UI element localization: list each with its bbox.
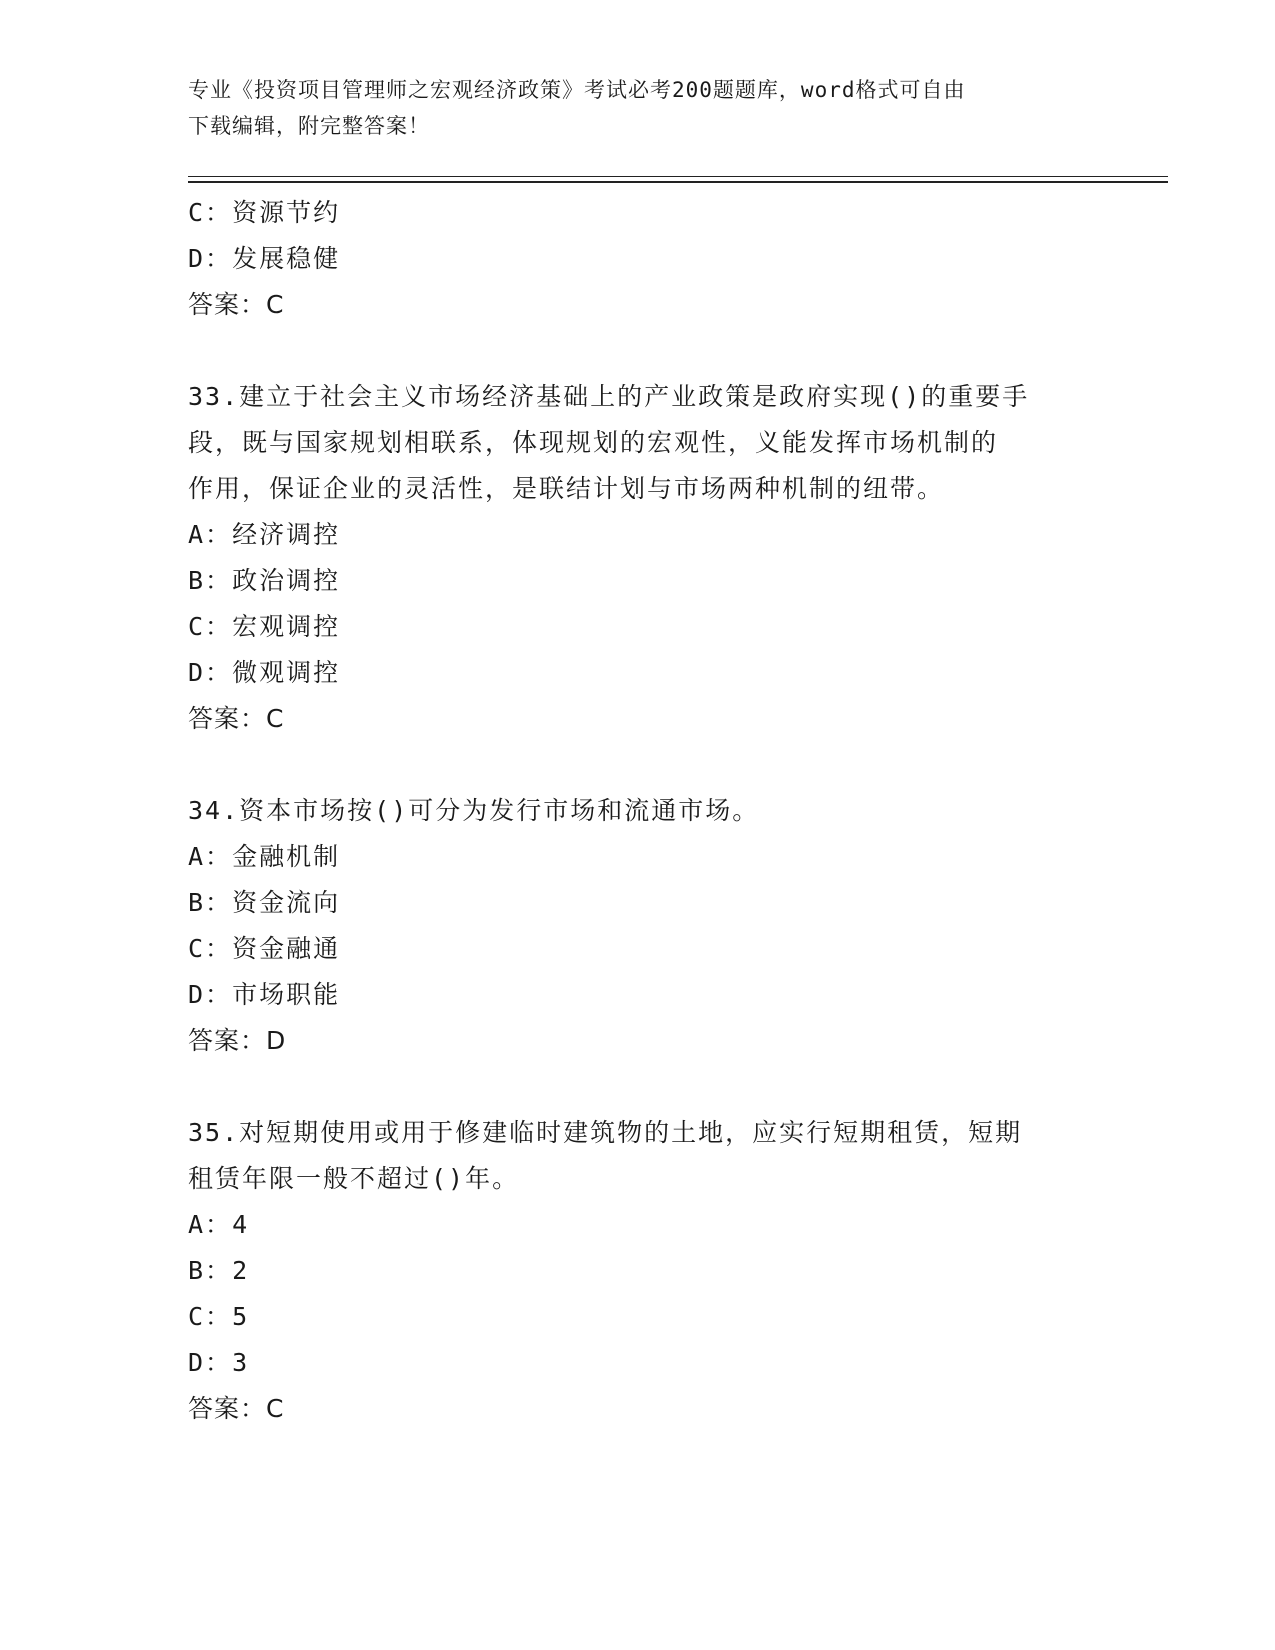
option-text: 资金流向 bbox=[232, 888, 341, 917]
option-letter: B： bbox=[188, 888, 233, 917]
option-text: 5 bbox=[232, 1302, 250, 1331]
document-header bbox=[188, 72, 1088, 144]
option-d bbox=[188, 972, 1088, 1018]
option-text: 2 bbox=[232, 1256, 250, 1285]
option-letter: B： bbox=[188, 1256, 233, 1285]
option-a bbox=[188, 834, 1088, 880]
spacer bbox=[188, 328, 1088, 374]
question-stem-line: 作用，保证企业的灵活性，是联结计划与市场两种机制的纽带。 bbox=[188, 474, 945, 503]
prev-question-block bbox=[188, 190, 1088, 328]
header-divider-thick bbox=[188, 181, 1168, 183]
option-b bbox=[188, 558, 1088, 604]
header-divider-thin bbox=[188, 176, 1168, 177]
option-text: 资源节约 bbox=[232, 198, 341, 227]
option-letter: C： bbox=[188, 934, 233, 963]
option-letter: B： bbox=[188, 566, 233, 595]
option-c bbox=[188, 604, 1088, 650]
question-stem-line: 租赁年限一般不超过()年。 bbox=[188, 1164, 520, 1193]
option-d bbox=[188, 236, 1088, 282]
option-c bbox=[188, 190, 1088, 236]
option-letter: C： bbox=[188, 1302, 233, 1331]
option-text: 市场职能 bbox=[232, 980, 341, 1009]
question-34 bbox=[188, 788, 1088, 1064]
spacer bbox=[188, 1064, 1088, 1110]
header-line-1: 专业《投资项目管理师之宏观经济政策》考试必考200题题库，word格式可自由 bbox=[188, 78, 966, 102]
question-35 bbox=[188, 1110, 1088, 1432]
option-text: 3 bbox=[232, 1348, 250, 1377]
question-stem-line: 段，既与国家规划相联系，体现规划的宏观性，义能发挥市场机制的 bbox=[188, 428, 999, 457]
header-line-2: 下载编辑，附完整答案！ bbox=[188, 114, 430, 138]
option-d bbox=[188, 1340, 1088, 1386]
answer-label: 答案：C bbox=[188, 704, 285, 733]
answer-label: 答案：D bbox=[188, 1026, 287, 1055]
option-text: 资金融通 bbox=[232, 934, 341, 963]
question-list bbox=[188, 190, 1088, 1432]
option-text: 政治调控 bbox=[232, 566, 341, 595]
option-text: 发展稳健 bbox=[232, 244, 341, 273]
option-letter: A： bbox=[188, 1210, 233, 1239]
option-c bbox=[188, 926, 1088, 972]
answer-label: 答案：C bbox=[188, 1394, 285, 1423]
option-letter: A： bbox=[188, 520, 233, 549]
option-b bbox=[188, 1248, 1088, 1294]
question-stem-line: 34.资本市场按()可分为发行市场和流通市场。 bbox=[188, 796, 760, 825]
option-letter: C： bbox=[188, 612, 233, 641]
option-letter: D： bbox=[188, 980, 233, 1009]
option-text: 经济调控 bbox=[232, 520, 341, 549]
question-33 bbox=[188, 374, 1088, 742]
option-text: 微观调控 bbox=[232, 658, 341, 687]
spacer bbox=[188, 742, 1088, 788]
option-letter: D： bbox=[188, 244, 233, 273]
option-text: 4 bbox=[232, 1210, 250, 1239]
question-stem-line: 33.建立于社会主义市场经济基础上的产业政策是政府实现()的重要手 bbox=[188, 382, 1030, 411]
question-stem-line: 35.对短期使用或用于修建临时建筑物的土地，应实行短期租赁，短期 bbox=[188, 1118, 1023, 1147]
option-d bbox=[188, 650, 1088, 696]
option-c bbox=[188, 1294, 1088, 1340]
option-letter: D： bbox=[188, 658, 233, 687]
option-b bbox=[188, 880, 1088, 926]
answer-label: 答案：C bbox=[188, 290, 285, 319]
option-letter: C： bbox=[188, 198, 233, 227]
option-text: 宏观调控 bbox=[232, 612, 341, 641]
option-a bbox=[188, 512, 1088, 558]
option-letter: A： bbox=[188, 842, 233, 871]
option-letter: D： bbox=[188, 1348, 233, 1377]
option-a bbox=[188, 1202, 1088, 1248]
option-text: 金融机制 bbox=[232, 842, 341, 871]
